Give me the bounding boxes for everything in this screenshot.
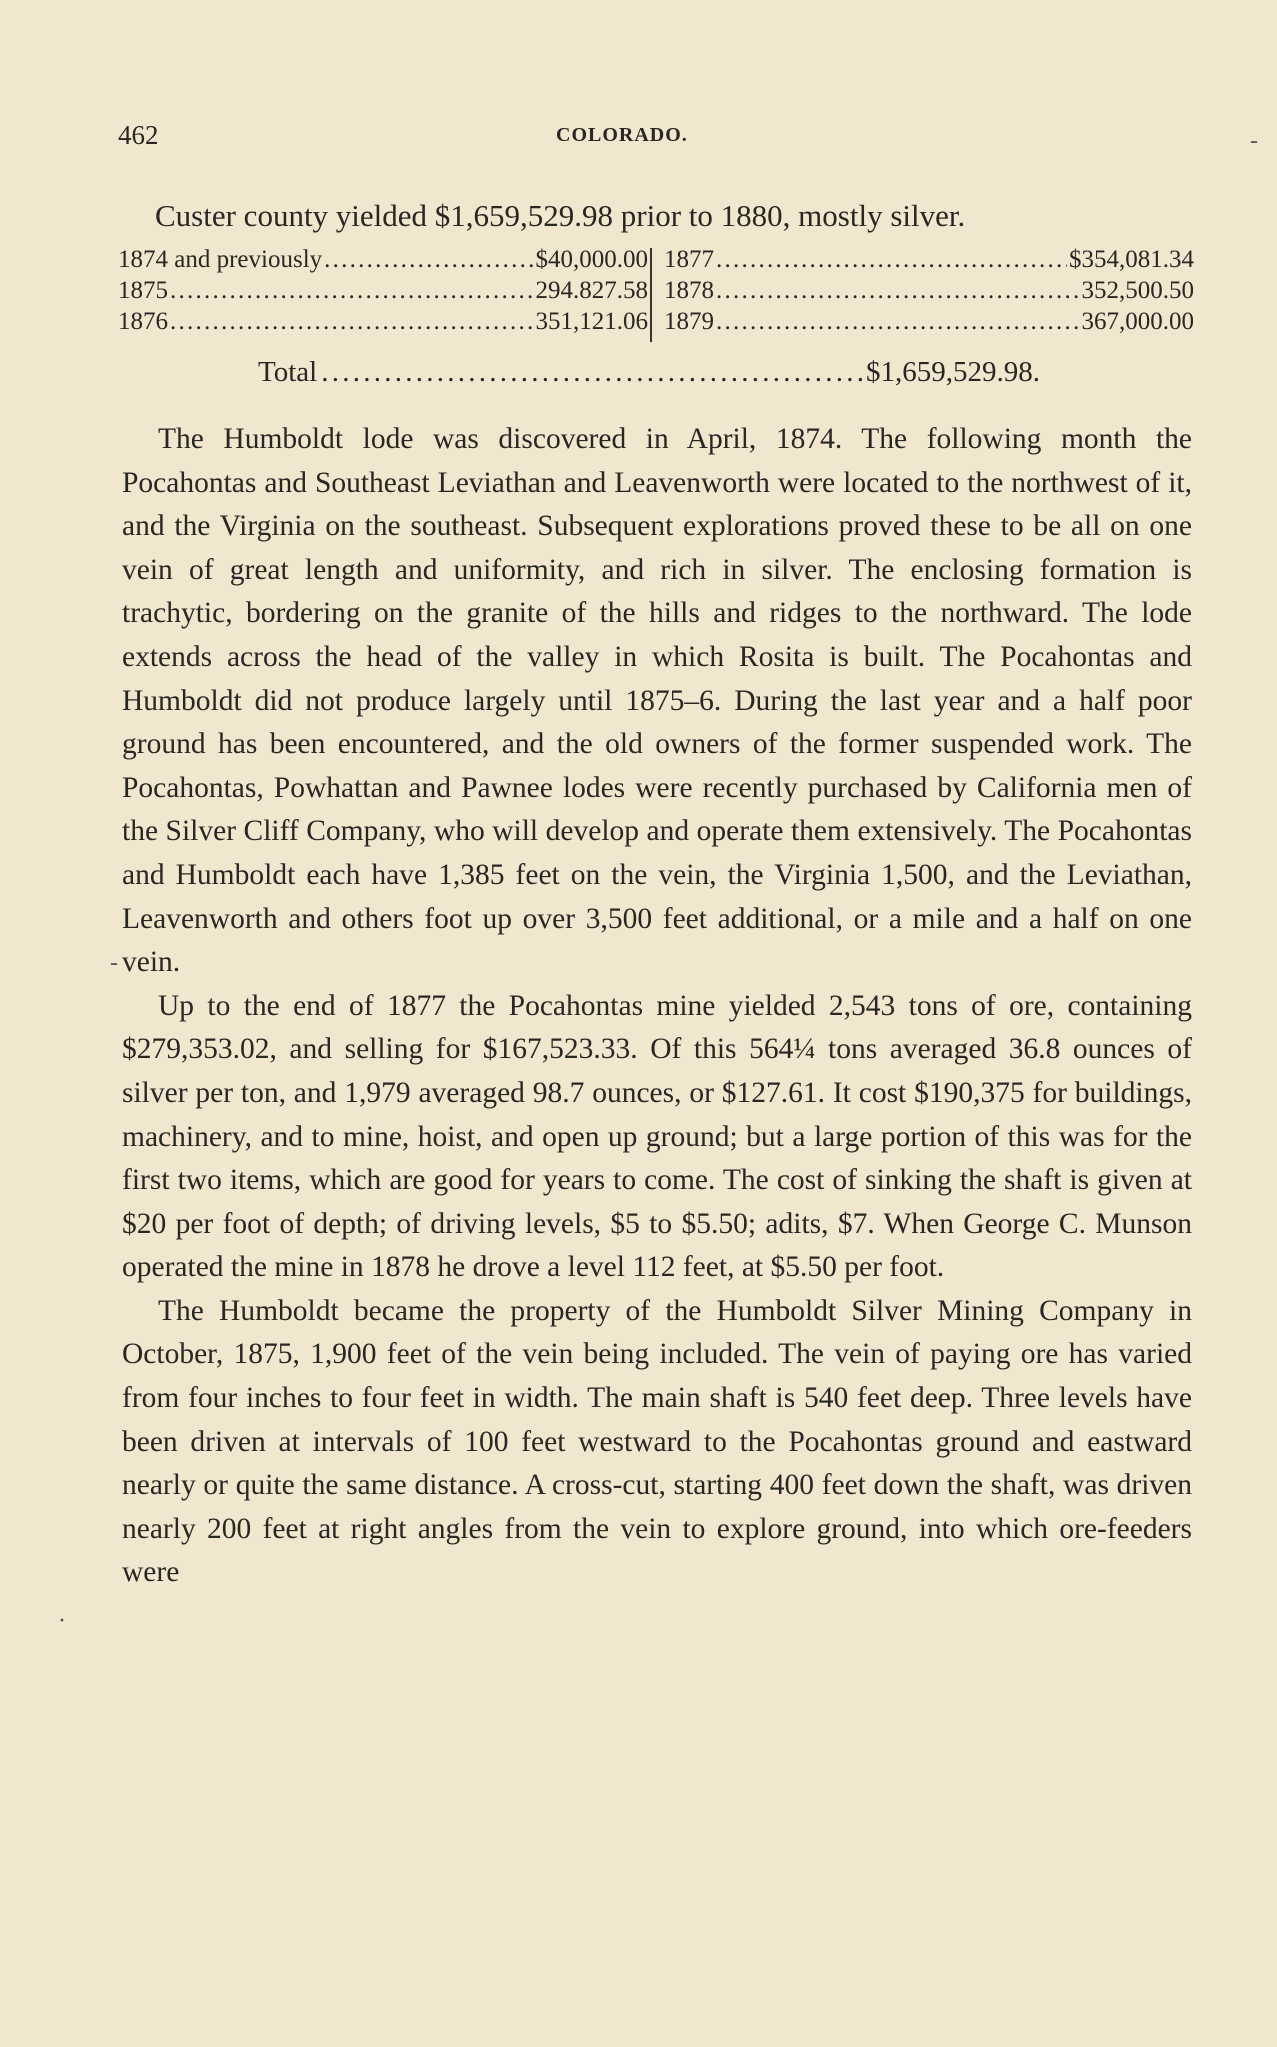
yield-year: 1875: [118, 277, 168, 304]
yield-year: 1878: [664, 277, 714, 304]
yield-total-row: [258, 356, 1040, 389]
yield-row: [664, 277, 1194, 308]
total-label: Total: [258, 356, 318, 388]
leader-dots: [170, 308, 534, 336]
yield-table-right-column: [664, 246, 1194, 339]
margin-mark: -: [110, 950, 118, 976]
margin-mark: -: [1250, 128, 1258, 154]
yield-year: 1874 and previously: [118, 246, 323, 273]
yield-amount: 351,121.06: [535, 308, 648, 335]
yield-year: 1879: [664, 308, 714, 335]
yield-table-left-column: [118, 246, 648, 339]
paragraph: The Humboldt lode was discovered in April, 1874. The following month the Pocahontas and Southeast Leviathan and Leavenworth were located to the northwest of it, and the Virginia on the southeast. Subsequent explorations proved these to be all on one vein of great length and uniformity, and rich in silver. The enclosing formation is trachytic, bordering on the granite of the hills and ridges to the northward. The lode extends across the head of the valley in which Rosita is built. The Pocahontas and Humboldt did not produce largely until 1875–6. During the last year and a half poor ground has been encountered, and the old owners of the former suspended work. The Pocahontas, Powhattan and Pawnee lodes were recently purchased by California men of the Silver Cliff Company, who will develop and operate them extensively. The Pocahontas and Humboldt each have 1,385 feet on the vein, the Virginia 1,500, and the Leviathan, Leavenworth and others foot up over 3,500 feet additional, or a mile and a half on one vein.: [122, 423, 1192, 979]
total-value: $1,659,529.98.: [866, 356, 1040, 388]
yield-amount: 294.827.58: [535, 277, 648, 304]
leader-dots: [324, 246, 533, 274]
leader-dots: [170, 277, 534, 305]
leader-dots: [716, 277, 1080, 305]
intro-line: Custer county yielded $1,659,529.98 prior to 1880, mostly silver.: [155, 198, 966, 233]
column-divider: [650, 248, 652, 342]
yield-amount: $354,081.34: [1069, 246, 1194, 273]
yield-year: 1877: [664, 246, 714, 273]
yield-row: [664, 246, 1194, 277]
leader-dots: [716, 246, 1067, 274]
margin-mark: ·: [58, 1608, 66, 1634]
yield-row: [118, 277, 648, 308]
running-title: COLORADO.: [556, 124, 688, 146]
yield-row: [118, 308, 648, 339]
yield-amount: $40,000.00: [535, 246, 648, 273]
yield-amount: 352,500.50: [1081, 277, 1194, 304]
yield-row: [664, 308, 1194, 339]
paragraph: The Humboldt became the property of the Humboldt Silver Mining Company in October, 1875, 1,900 feet of the vein being included. The vein of paying ore has varied from four inches to four feet in width. The main shaft is 540 feet deep. Three levels have been driven at intervals of 100 feet westward to the Pocahontas ground and eastward nearly or quite the same distance. A cross-cut, starting 400 feet down the shaft, was driven nearly 200 feet at right angles from the vein to explore ground, into which ore-feeders were: [122, 1294, 1192, 1589]
body-text: [122, 418, 1192, 1595]
leader-dots: [716, 308, 1080, 336]
page-number: 462: [118, 120, 159, 150]
yield-amount: 367,000.00: [1081, 308, 1194, 335]
leader-dots: [321, 356, 862, 389]
yield-row: [118, 246, 648, 277]
yield-year: 1876: [118, 308, 168, 335]
paragraph: Up to the end of 1877 the Pocahontas mine yielded 2,543 tons of ore, containing $279,353.02, and selling for $167,523.33. Of this 564¼ tons averaged 36.8 ounces of silver per ton, and 1,979 averaged 98.7 ounces, or $127.61. It cost $190,375 for buildings, machinery, and to mine, hoist, and open up ground; but a large portion of this was for the first two items, which are good for years to come. The cost of sinking the shaft is given at $20 per foot of depth; of driving levels, $5 to $5.50; adits, $7. When George C. Munson operated the mine in 1878 he drove a level 112 feet, at $5.50 per foot.: [122, 989, 1192, 1284]
page-header: [118, 120, 1198, 160]
